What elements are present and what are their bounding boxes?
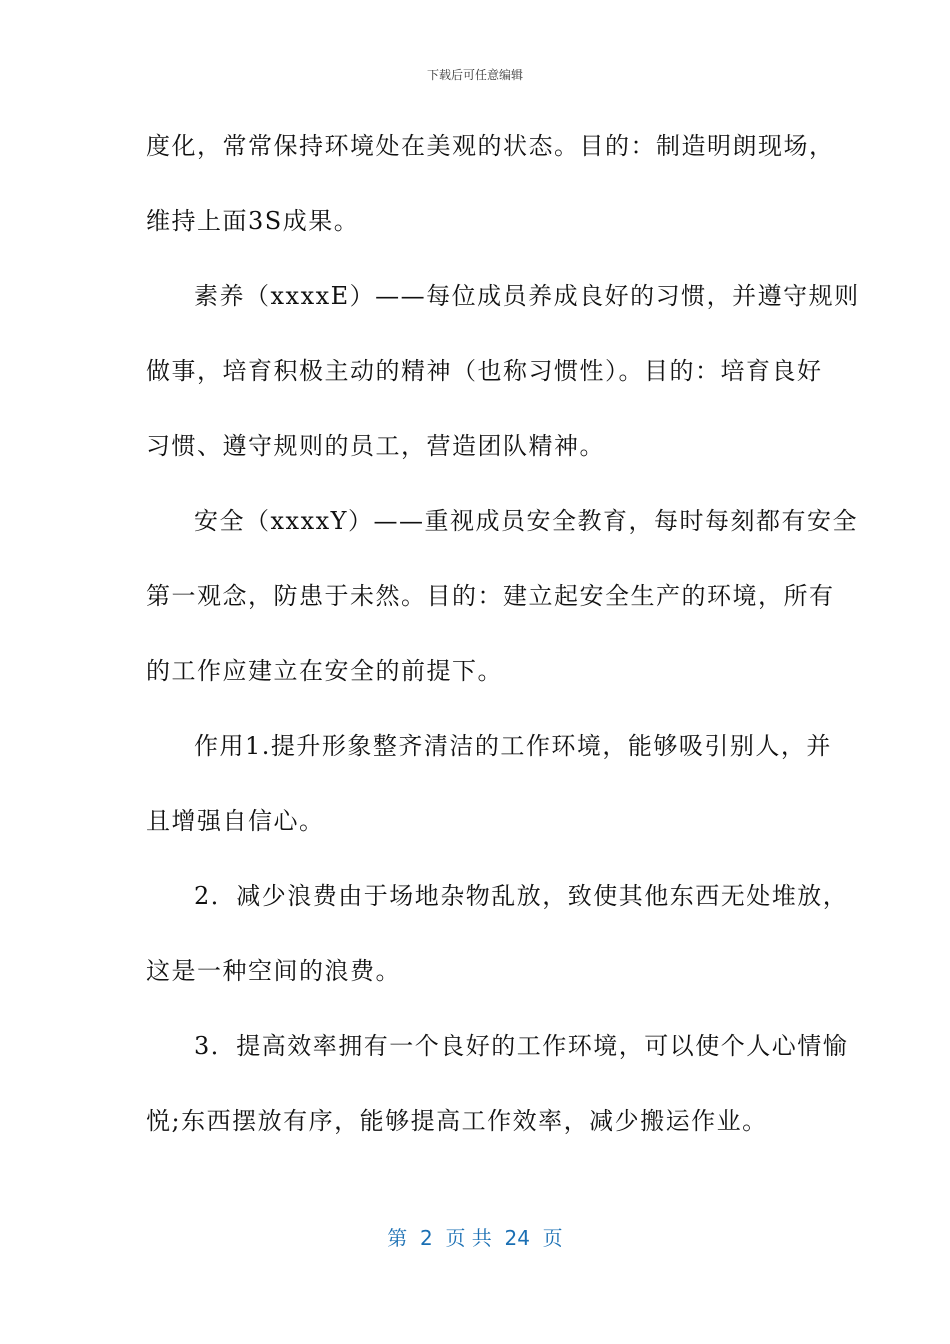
body-line-13: 3．提高效率拥有一个良好的工作环境，可以使个人心情愉 [194,1032,849,1060]
body-line-9: 作用1.提升形象整齐清洁的工作环境，能够吸引别人，并 [194,732,832,760]
page-header: 下载后可任意编辑 [426,68,523,82]
body-line-10: 且增强自信心。 [146,807,325,835]
body-line-4: 做事，培育积极主动的精神（也称习惯性）。目的：培育良好 [146,357,823,385]
page-number-footer: 第 2 页 共 24 页 [387,1226,563,1250]
body-line-8: 的工作应建立在安全的前提下。 [146,657,503,685]
body-line-1: 度化，常常保持环境处在美观的状态。目的：制造明朗现场， [146,132,835,160]
body-line-14: 悦;东西摆放有序，能够提高工作效率，减少搬运作业。 [146,1107,768,1135]
body-line-12: 这是一种空间的浪费。 [146,957,401,985]
body-line-7: 第一观念，防患于未然。目的：建立起安全生产的环境，所有 [146,582,835,610]
body-line-11: 2．减少浪费由于场地杂物乱放，致使其他东西无处堆放， [194,882,849,910]
body-line-2: 维持上面3S成果。 [146,207,360,235]
body-line-6: 安全（xxxxY）——重视成员安全教育，每时每刻都有安全 [194,507,858,535]
body-line-3: 素养（xxxxE）——每位成员养成良好的习惯，并遵守规则 [194,282,860,310]
body-line-5: 习惯、遵守规则的员工，营造团队精神。 [146,432,605,460]
